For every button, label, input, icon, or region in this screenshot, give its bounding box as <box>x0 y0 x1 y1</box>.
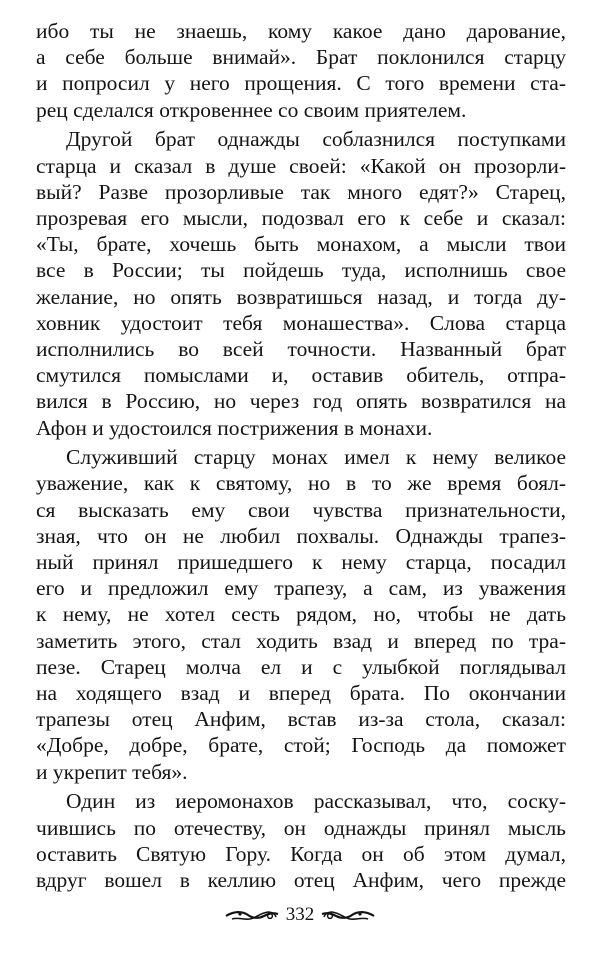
text-line: ибо ты не знаешь, кому какое дано дарование, <box>36 19 566 43</box>
paragraph-start-line: Служивший старцу монах имел к нему великое <box>66 445 566 470</box>
text-line: пезе. Старец молча ел и с улыбкой поглядывал <box>36 654 566 679</box>
text-line: вдруг вошел в келлию отец Анфим, чего прежде <box>36 867 566 892</box>
text-line: его и предложил ему трапезу, а сам, из уважения <box>36 576 566 601</box>
text-line: оставить Святую Гору. Когда он об этом думал, <box>36 841 566 866</box>
text-line: вился в Россию, но через год опять возвратился на <box>36 389 566 414</box>
text-line: исполнились во всей точности. Названный брат <box>36 336 566 361</box>
text-line: на ходящего взад и вперед брата. По окончании <box>36 681 566 705</box>
text-line: ный принял пришедшего к нему старца, посадил <box>36 550 566 574</box>
text-line: и укрепит тебя». <box>36 759 188 784</box>
text-line: «Ты, брате, хочешь быть монахом, а мысли твои <box>36 232 566 257</box>
text-line: а себе больше внимай». Брат поклонился старцу <box>36 45 566 70</box>
text-line: Афон и удостоился пострижения в монахи. <box>36 415 433 440</box>
text-line: чившись по отечеству, он однажды принял мысль <box>36 815 566 840</box>
text-line: к нему, не хотел сесть рядом, но, чтобы не дать <box>36 602 566 627</box>
text-line: желание, но опять возвратишься назад, и тогда ду- <box>36 284 566 309</box>
text-line: все в России; ты пойдешь туда, исполнишь свое <box>36 258 566 283</box>
text-line: старца и сказал в душе своей: «Какой он прозорли- <box>36 153 566 178</box>
text-line: зная, что он не любил похвалы. Однажды трапез- <box>36 523 566 548</box>
page-number: 332 <box>285 904 315 926</box>
text-line: прозревая его мысли, подозвал его к себе и сказал: <box>36 205 566 230</box>
text-line: заметить этого, стал ходить взад и вперед по тра- <box>36 628 566 653</box>
text-line: трапезы отец Анфим, встав из-за стола, сказал: <box>36 707 566 732</box>
text-line: ся высказать ему свои чувства признательности, <box>36 497 566 522</box>
text-line: ховник удостоит тебя монашества». Слова старца <box>36 310 566 335</box>
text-line: «Добре, добре, брате, стой; Господь да поможет <box>36 733 566 758</box>
paragraph-start-line: Один из иеромонахов рассказывал, что, соску- <box>66 789 566 814</box>
page-footer <box>0 901 600 929</box>
text-line: и попросил у него прощения. С того времени ста- <box>36 71 566 96</box>
text-line: рец сделался откровеннее со своим приятелем. <box>36 97 467 122</box>
ornament-right-icon <box>320 907 376 923</box>
text-line: уважение, как к святому, но в то же время боял- <box>36 471 566 496</box>
text-line: вый? Разве прозорливые так много едят?» Старец, <box>36 179 566 204</box>
ornament-left-icon <box>224 907 280 923</box>
text-line: смутился помыслами и, оставив обитель, отпра- <box>36 363 566 388</box>
paragraph-start-line: Другой брат однажды соблазнился поступками <box>66 127 566 152</box>
